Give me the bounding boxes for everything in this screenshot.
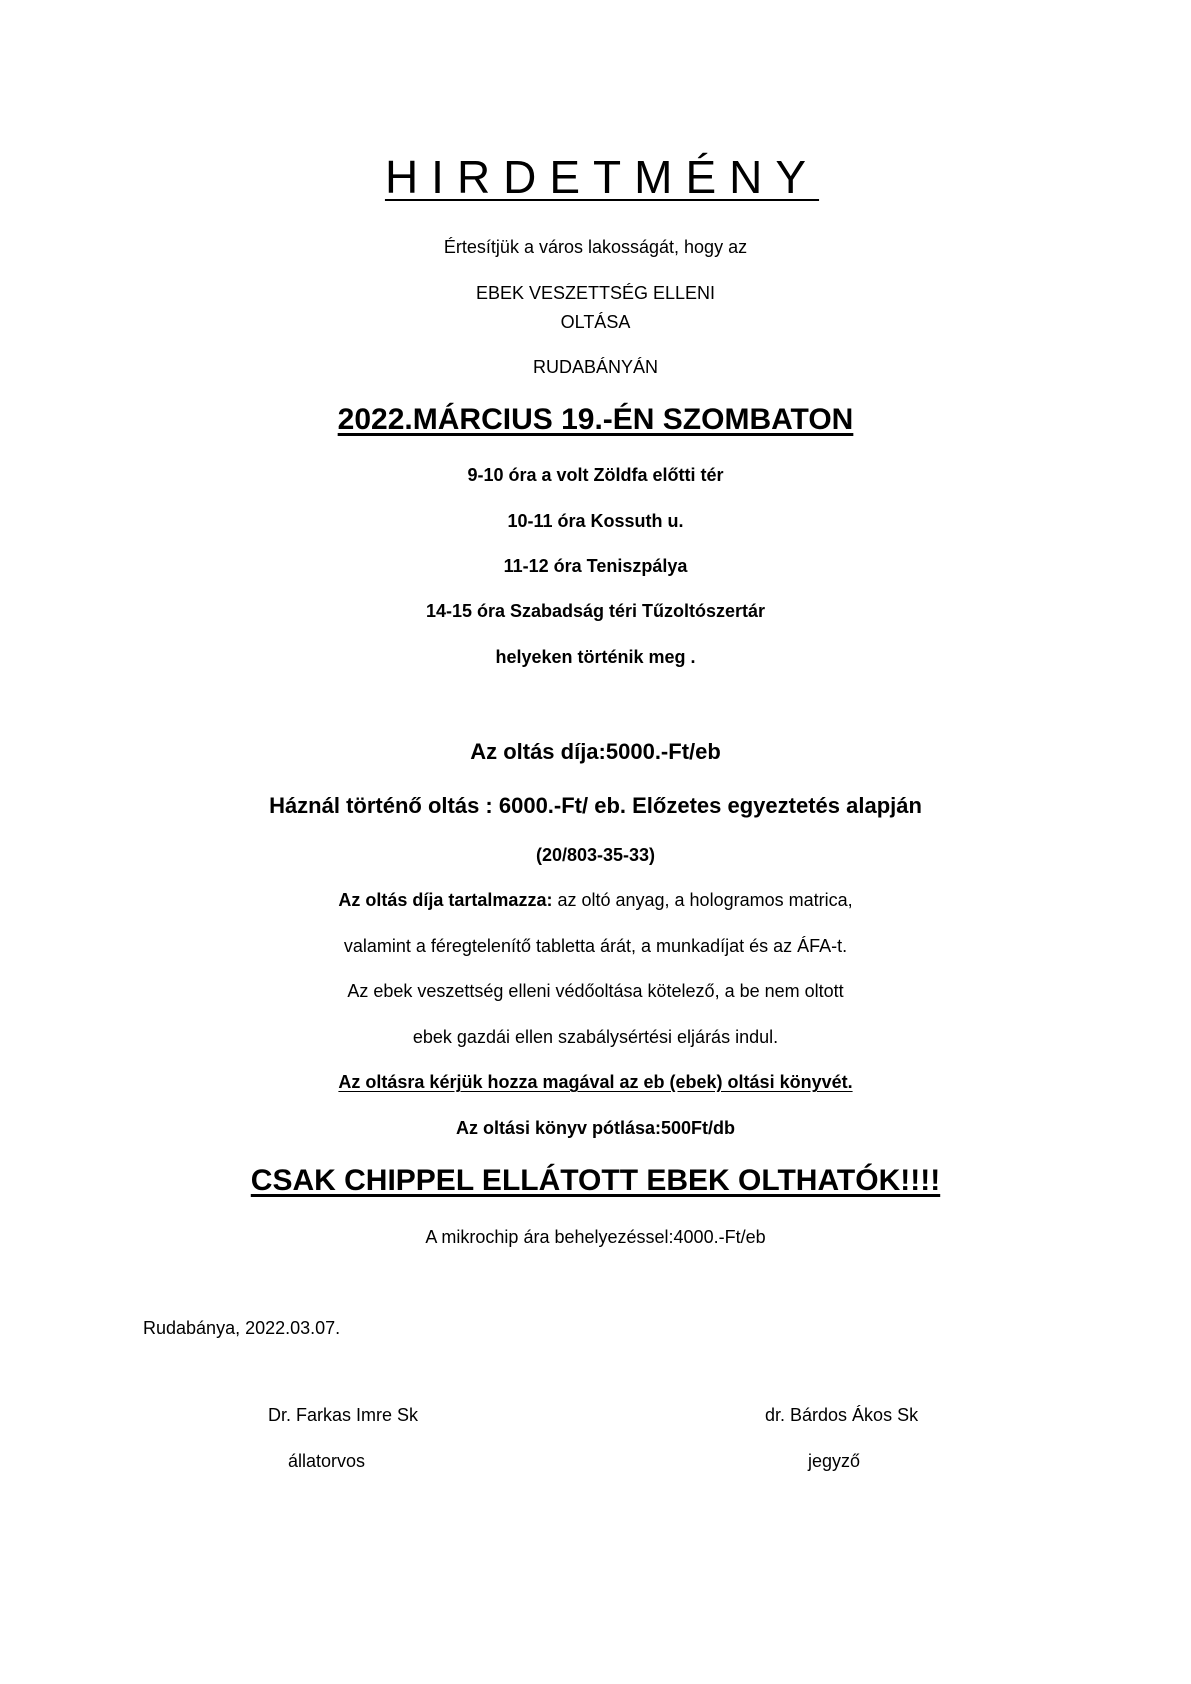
event-date-heading: 2022.MÁRCIUS 19.-ÉN SZOMBATON [337,403,854,436]
subject-line-2: OLTÁSA [560,312,631,332]
subject-line-1: EBEK VESZETTSÉG ELLENI [475,283,716,303]
schedule-item: 11-12 óra Teniszpálya [503,556,688,576]
mandatory-notice-2: ebek gazdái ellen szabálysértési eljárás indul. [412,1027,779,1047]
schedule-item: 14-15 óra Szabadság téri Tűzoltószertár [425,601,766,621]
fee-includes-line [0,891,1191,909]
place-and-date: Rudabánya, 2022.03.07. [143,1318,341,1338]
vaccination-fee: Az oltás díja:5000.-Ft/eb [470,739,721,764]
schedule-item: 9-10 óra a volt Zöldfa előtti tér [467,465,724,485]
chip-notice-heading: CSAK CHIPPEL ELLÁTOTT EBEK OLTHATÓK!!!! [250,1164,941,1197]
signatory-role-notary: jegyző [808,1451,861,1471]
location-text: RUDABÁNYÁN [532,357,659,377]
document-title: HIRDETMÉNY [384,151,820,203]
bring-book-notice: Az oltásra kérjük hozza magával az eb (ebek) oltási könyvét. [338,1072,853,1092]
home-vaccination-fee: Háznál történő oltás : 6000.-Ft/ eb. Előzetes egyeztetés alapján [269,793,922,818]
signatory-name-vet: Dr. Farkas Imre Sk [268,1405,419,1425]
schedule-item: 10-11 óra Kossuth u. [507,511,684,531]
mandatory-notice-1: Az ebek veszettség elleni védőoltása kötelező, a be nem oltott [347,981,844,1001]
signatory-name-notary: dr. Bárdos Ákos Sk [765,1405,919,1425]
fee-includes-line-2: valamint a féregtelenítő tabletta árát, a munkadíjat és az ÁFA-t. [343,936,848,956]
fee-includes-text: az oltó anyag, a hologramos matrica, [552,890,853,910]
book-replacement-fee: Az oltási könyv pótlása:500Ft/db [455,1118,736,1138]
phone-number: (20/803-35-33) [535,845,656,865]
chip-price: A mikrochip ára behelyezéssel:4000.-Ft/eb [425,1227,766,1247]
intro-text: Értesítjük a város lakosságát, hogy az [443,237,748,257]
fee-includes-label: Az oltás díja tartalmazza: [338,890,553,910]
signatory-role-vet: állatorvos [288,1451,366,1471]
schedule-footer: helyeken történik meg . [495,647,696,667]
